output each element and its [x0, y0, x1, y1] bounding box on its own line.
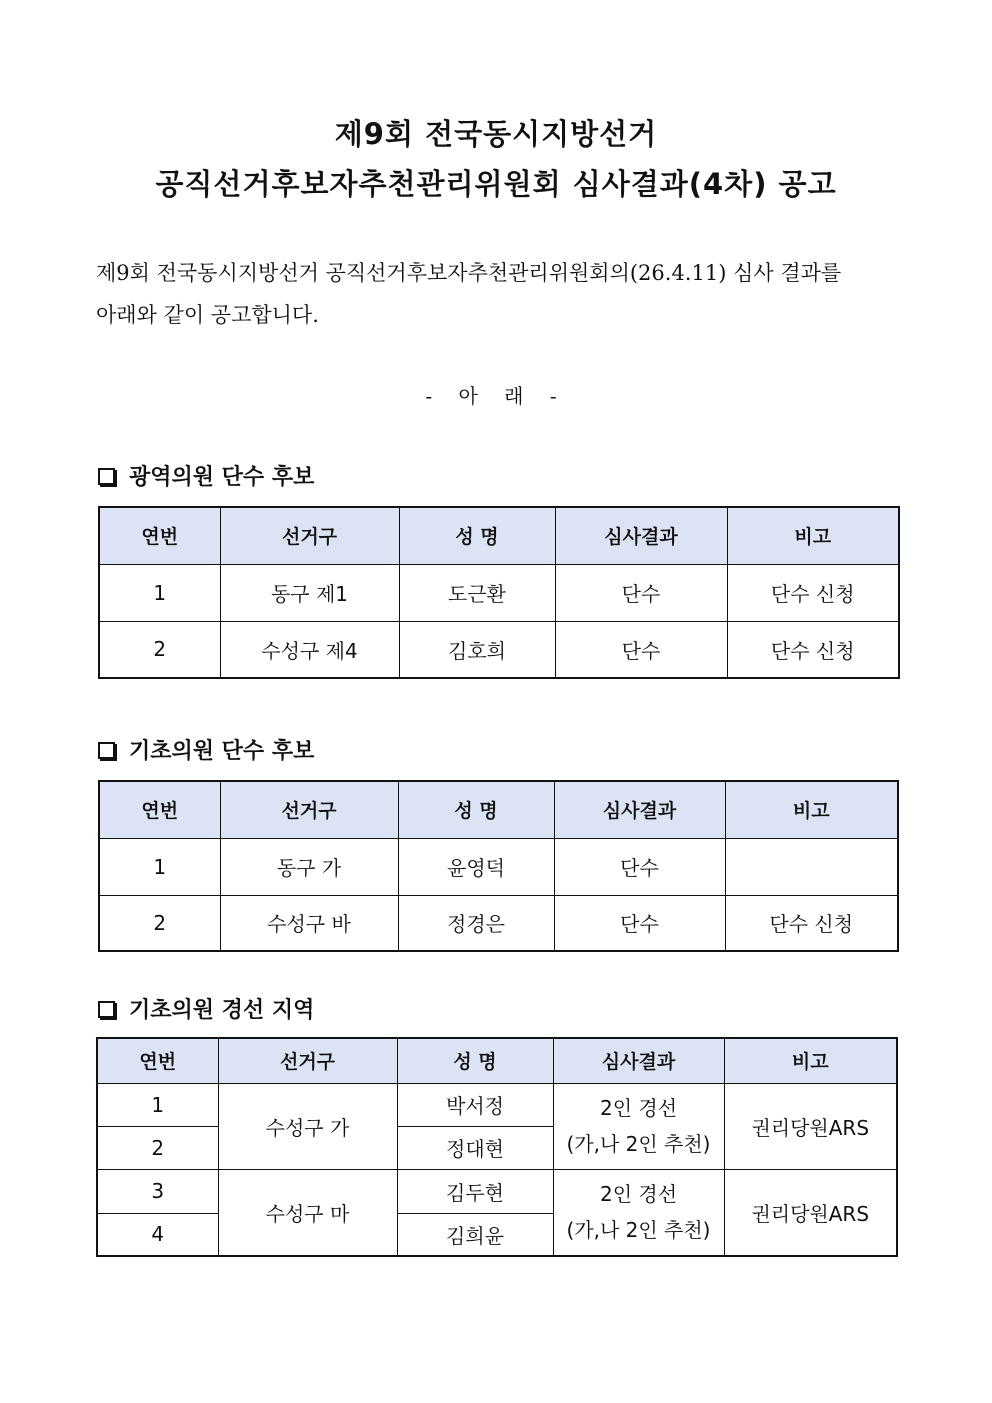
section-1-table: [98, 506, 900, 679]
arae-label: - 아 래 -: [425, 384, 567, 408]
table-row: [99, 895, 898, 951]
cell-note: 권리당원ARS: [724, 1169, 897, 1256]
cell-result: 단수: [555, 621, 727, 678]
cell-number: 2: [99, 621, 220, 678]
section-3-table: [96, 1037, 898, 1257]
section-1-title: 광역의원 단수 후보: [129, 465, 315, 490]
header-name: 성 명: [399, 507, 555, 564]
cell-name: 도근환: [399, 564, 555, 621]
cell-name: 정대현: [397, 1126, 553, 1169]
cell-number: 1: [99, 564, 220, 621]
table-row: [97, 1083, 897, 1126]
cell-note: 단수 신청: [725, 895, 898, 951]
result-line-2: (가,나 2인 추천): [566, 1218, 711, 1243]
checkbox-square-icon: [98, 742, 115, 759]
result-line-1: 2인 경선: [599, 1096, 678, 1120]
header-number: 연번: [99, 781, 220, 838]
result-line-1: 2인 경선: [599, 1182, 678, 1207]
cell-district: 수성구 바: [220, 895, 398, 951]
header-result: 심사결과: [554, 781, 725, 838]
header-name: 성 명: [398, 781, 554, 838]
cell-number: 4: [97, 1213, 218, 1256]
cell-result: [553, 1169, 724, 1256]
header-district: 선거구: [220, 507, 399, 564]
intro-line-2: 아래와 같이 공고합니다.: [96, 303, 319, 327]
cell-district: 수성구 마: [218, 1169, 397, 1256]
checkbox-square-icon: [98, 468, 115, 485]
section-2-title: 기초의원 단수 후보: [129, 739, 315, 764]
section-3-title: 기초의원 경선 지역: [129, 998, 315, 1023]
cell-name: 김희윤: [397, 1213, 553, 1256]
header-note: 비고: [727, 507, 899, 564]
cell-name: 정경은: [398, 895, 554, 951]
cell-result: 단수: [554, 895, 725, 951]
section-1-heading: [98, 460, 314, 491]
cell-note: [725, 838, 898, 895]
cell-result: 단수: [554, 838, 725, 895]
table-row: [99, 838, 898, 895]
cell-number: 2: [97, 1126, 218, 1169]
cell-name: 윤영덕: [398, 838, 554, 895]
cell-name: 박서정: [397, 1083, 553, 1126]
cell-note: 권리당원ARS: [724, 1083, 897, 1169]
section-3-heading: [98, 993, 314, 1024]
intro-paragraph: [96, 252, 896, 336]
title-line-1: 제9회 전국동시지방선거: [334, 117, 658, 151]
header-number: 연번: [97, 1038, 218, 1083]
cell-district: 수성구 제4: [220, 621, 399, 678]
cell-number: 3: [97, 1169, 218, 1213]
cell-district: 동구 제1: [220, 564, 399, 621]
table-row: [99, 564, 899, 621]
cell-note: 단수 신청: [727, 621, 899, 678]
checkbox-square-icon: [98, 1001, 115, 1018]
table-row: [99, 621, 899, 678]
result-line-2: (가,나 2인 추천): [566, 1132, 711, 1156]
cell-district: 수성구 가: [218, 1083, 397, 1169]
cell-number: 1: [97, 1083, 218, 1126]
cell-district: 동구 가: [220, 838, 398, 895]
cell-name: 김두현: [397, 1169, 553, 1213]
intro-line-1: 제9회 전국동시지방선거 공직선거후보자추천관리위원회의(26.4.11) 심사 결과를: [96, 261, 842, 285]
table-row: [97, 1169, 897, 1213]
cell-number: 1: [99, 838, 220, 895]
header-district: 선거구: [220, 781, 398, 838]
header-name: 성 명: [397, 1038, 553, 1083]
section-2-table: [98, 780, 899, 952]
cell-name: 김호희: [399, 621, 555, 678]
section-2-heading: [98, 734, 314, 765]
cell-number: 2: [99, 895, 220, 951]
header-note: 비고: [725, 781, 898, 838]
cell-result: [553, 1083, 724, 1169]
header-result: 심사결과: [555, 507, 727, 564]
cell-note: 단수 신청: [727, 564, 899, 621]
header-result: 심사결과: [553, 1038, 724, 1083]
title-line-2: 공직선거후보자추천관리위원회 심사결과(4차) 공고: [155, 167, 837, 201]
header-district: 선거구: [218, 1038, 397, 1083]
cell-result: 단수: [555, 564, 727, 621]
header-number: 연번: [99, 507, 220, 564]
header-note: 비고: [724, 1038, 897, 1083]
